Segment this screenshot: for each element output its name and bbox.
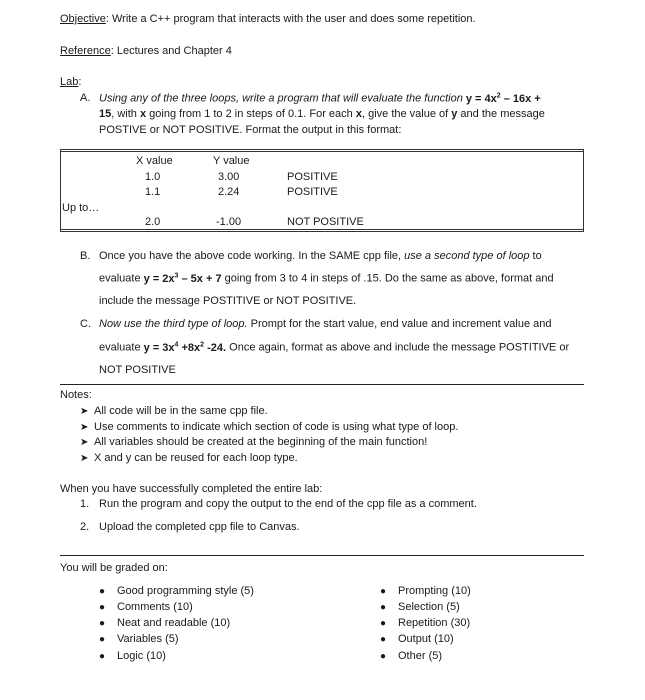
last-row-y: -1.00	[216, 216, 242, 228]
arrow-bullet-icon: ➤	[80, 406, 89, 417]
grade-item-text: Good programming style (5)	[117, 585, 254, 597]
reference-label: Reference	[60, 45, 111, 57]
lab-colon: :	[78, 76, 82, 88]
objective-label: Objective	[60, 13, 106, 25]
bullet-dot-icon: ●	[380, 651, 387, 662]
section-a-rest: going from 1 to 2 in steps of 0.1. For each	[146, 108, 356, 120]
last-row-x: 2.0	[145, 216, 161, 228]
section-a-exp: 2	[496, 92, 501, 99]
completion-step	[80, 498, 477, 510]
section-a-rest2: , give the value of	[361, 108, 452, 120]
section-c-l2b: Once again, format as above and include the message POSTITIVE or	[226, 341, 570, 354]
section-c-exp1: 4	[174, 341, 179, 348]
step-number: 1.	[80, 498, 90, 510]
section-c-line2	[99, 341, 569, 354]
section-a-y: y	[451, 108, 458, 120]
grade-item-text: Output (10)	[398, 633, 454, 645]
grade-item-right	[380, 601, 460, 613]
section-a-x2: x	[355, 108, 362, 120]
grade-item-text: Other (5)	[398, 650, 443, 662]
section-b-exp: 3	[174, 272, 179, 279]
grade-item-text: Repetition (30)	[398, 617, 471, 629]
grade-item-left	[99, 650, 166, 662]
bullet-dot-icon: ●	[99, 651, 106, 662]
bullet-dot-icon: ●	[380, 586, 387, 597]
grade-item-left	[99, 601, 193, 613]
notes-item	[80, 436, 427, 448]
section-b-italic: use a second type of loop	[404, 250, 530, 262]
lab-heading	[60, 76, 81, 88]
section-c-line3: NOT POSITIVE	[99, 364, 176, 376]
row2-msg: POSITIVE	[287, 186, 338, 198]
bullet-dot-icon: ●	[99, 618, 106, 629]
section-c-italic: Now use the third type of loop.	[99, 318, 248, 330]
bullet-dot-icon: ●	[99, 634, 106, 645]
y-value-header: Y value	[213, 155, 250, 167]
row2-y: 2.24	[218, 186, 240, 198]
completion-step	[80, 521, 300, 533]
section-a-marker: A.	[80, 92, 91, 104]
notes-item	[80, 421, 458, 433]
notes-divider	[60, 384, 584, 385]
grade-item-text: Variables (5)	[117, 633, 179, 645]
reference-text: : Lectures and Chapter 4	[110, 45, 232, 57]
step-number: 2.	[80, 521, 90, 533]
grade-item-text: Logic (10)	[117, 650, 166, 662]
section-a-x: x	[139, 108, 147, 120]
section-c-line1	[99, 318, 552, 330]
bullet-dot-icon: ●	[380, 602, 387, 613]
section-c-l2a: evaluate	[99, 341, 144, 354]
grade-item-right	[380, 650, 442, 662]
objective-line	[60, 13, 476, 25]
grade-item-text: Comments (10)	[117, 601, 193, 613]
bullet-dot-icon: ●	[380, 618, 387, 629]
section-a-italic: Using any of the three loops, write a program that will evaluate the function	[99, 92, 466, 105]
section-b-func-rest: – 5x + 7	[178, 272, 222, 285]
section-a-func-rest: – 16x +	[500, 92, 541, 105]
notes-item	[80, 452, 298, 464]
section-c-l1b: Prompt for the start value, end value and increment value and	[247, 318, 552, 330]
grade-item-right	[380, 633, 454, 645]
section-c-exp2: 2	[200, 341, 205, 348]
section-a-line2	[99, 108, 545, 120]
grade-item-text: Prompting (10)	[398, 585, 471, 597]
notes-item-text: All variables should be created at the beginning of the main function!	[94, 436, 428, 448]
section-b-l2b: going from 3 to 4 in steps of .15. Do the same as above, format and	[221, 272, 554, 285]
bullet-dot-icon: ●	[99, 586, 106, 597]
grade-item-left	[99, 617, 230, 629]
section-b-line1	[99, 250, 542, 262]
row2-x: 1.1	[145, 186, 161, 198]
section-a-func: y = 4x	[465, 92, 497, 105]
section-a-line1	[99, 92, 541, 105]
grade-item-text: Selection (5)	[398, 601, 460, 613]
arrow-bullet-icon: ➤	[80, 437, 89, 448]
completion-intro: When you have successfully completed the entire lab:	[60, 483, 323, 495]
section-c-func: y = 3x	[143, 341, 175, 354]
arrow-bullet-icon: ➤	[80, 453, 89, 464]
notes-item-text: X and y can be reused for each loop type.	[94, 452, 298, 464]
arrow-bullet-icon: ➤	[80, 422, 89, 433]
grading-label: You will be graded on:	[60, 562, 168, 574]
section-b-line3: include the message POSTITIVE or NOT POSITIVE.	[99, 295, 357, 307]
grade-item-right	[380, 585, 471, 597]
section-a-mid: , with	[111, 108, 140, 120]
section-c-func-end: -24.	[204, 341, 227, 354]
objective-text: : Write a C++ program that interacts with the user and does some repetition.	[105, 13, 476, 25]
notes-item	[80, 405, 268, 417]
section-a-end: and the message	[457, 108, 545, 120]
row1-msg: POSITIVE	[287, 171, 338, 183]
up-to-label: Up to…	[62, 202, 100, 214]
lab-label: Lab	[60, 76, 79, 88]
reference-line	[60, 45, 232, 57]
section-c-func-mid: +8x	[178, 341, 201, 354]
step-text: Upload the completed cpp file to Canvas.	[99, 521, 300, 533]
step-text: Run the program and copy the output to the end of the cpp file as a comment.	[99, 498, 477, 510]
grade-item-left	[99, 585, 254, 597]
section-c-marker: C.	[80, 318, 91, 330]
section-b-l1b: to	[529, 250, 542, 262]
last-row-msg: NOT POSITIVE	[287, 216, 364, 228]
notes-label: Notes:	[60, 389, 92, 401]
section-b-l1a: Once you have the above code working. In the SAME cpp file,	[99, 250, 405, 262]
section-a-line3: POSTIVE or NOT POSITIVE. Format the output in this format:	[99, 124, 402, 136]
section-b-l2a: evaluate	[99, 272, 144, 285]
section-b-line2	[99, 272, 554, 285]
row1-y: 3.00	[218, 171, 240, 183]
section-b-marker: B.	[80, 250, 91, 262]
x-value-header: X value	[136, 155, 173, 167]
grade-item-right	[380, 617, 470, 629]
bullet-dot-icon: ●	[380, 634, 387, 645]
section-b-func: y = 2x	[143, 272, 175, 285]
grade-item-left	[99, 633, 179, 645]
notes-item-text: All code will be in the same cpp file.	[94, 405, 268, 417]
bullet-dot-icon: ●	[99, 602, 106, 613]
notes-item-text: Use comments to indicate which section of code is using what type of loop.	[94, 421, 459, 433]
grade-item-text: Neat and readable (10)	[117, 617, 231, 629]
row1-x: 1.0	[145, 171, 161, 183]
section-a-15: 15	[99, 108, 112, 120]
grading-divider	[60, 555, 584, 556]
